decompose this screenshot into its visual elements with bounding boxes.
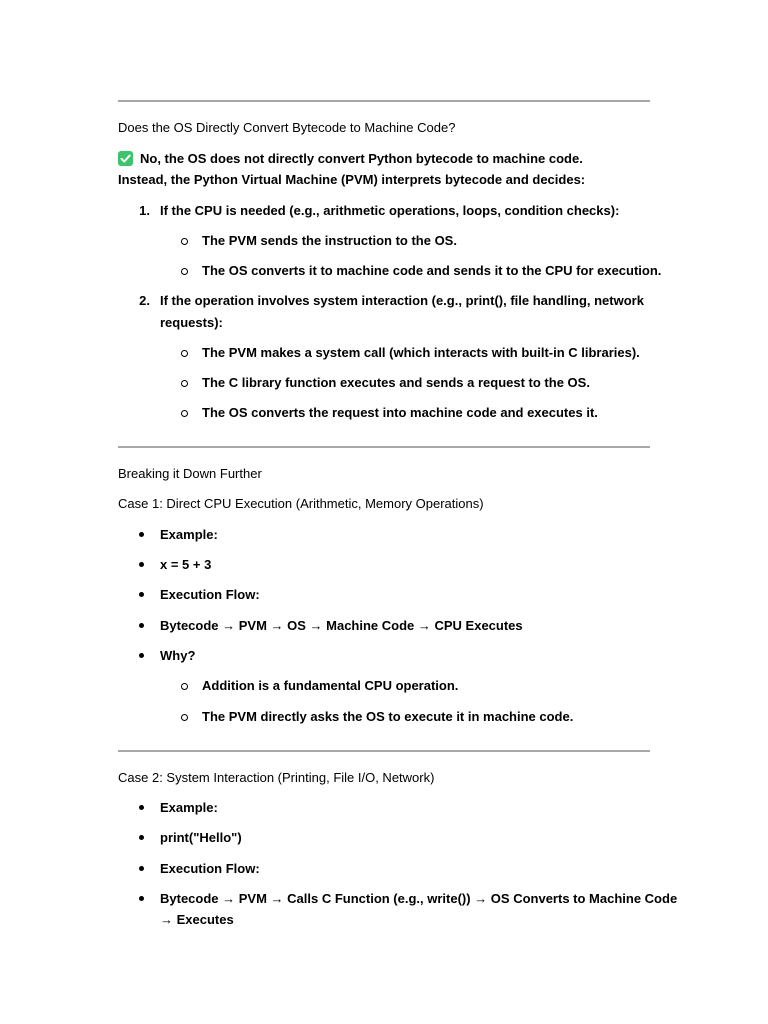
divider [118,750,650,752]
check-mark-icon [118,151,133,166]
bullet-icon [139,592,144,597]
hollow-bullet-icon [181,683,188,690]
bullet-item: Example: [160,800,218,815]
bullet-icon [139,805,144,810]
sub-list-item: The C library function executes and sends a request to the OS. [202,375,590,390]
bullet-icon [139,653,144,658]
case-title: Case 2: System Interaction (Printing, File I/O, Network) [118,770,435,785]
bullet-icon [139,866,144,871]
bullet-item: Why? [160,648,196,663]
sub-list-item: The PVM directly asks the OS to execute it in machine code. [202,709,574,724]
sub-list-item: The OS converts the request into machine code and executes it. [202,405,598,420]
hollow-bullet-icon [181,410,188,417]
bullet-item: Bytecode → PVM → Calls C Function (e.g., write()) → OS Converts to Machine Code [160,891,678,906]
sub-list-item: The PVM makes a system call (which interacts with built-in C libraries). [202,345,640,360]
list-item: If the operation involves system interaction (e.g., print(), file handling, network [160,293,644,308]
bullet-item: Execution Flow: [160,861,260,876]
list-item: If the CPU is needed (e.g., arithmetic operations, loops, condition checks): [160,203,620,218]
bullet-icon [139,562,144,567]
list-number: 2. [139,293,150,308]
list-item-continued: requests): [160,315,223,330]
divider [118,100,650,102]
bullet-icon [139,896,144,901]
hollow-bullet-icon [181,350,188,357]
sub-list-item: Addition is a fundamental CPU operation. [202,678,459,693]
bullet-item: x = 5 + 3 [160,557,212,572]
bullet-item: Execution Flow: [160,587,260,602]
sub-list-item: The OS converts it to machine code and sends it to the CPU for execution. [202,263,662,278]
sub-list-item: The PVM sends the instruction to the OS. [202,233,457,248]
list-number: 1. [139,203,150,218]
case-title: Case 1: Direct CPU Execution (Arithmetic, Memory Operations) [118,496,484,511]
bullet-item-continued: → Executes [160,912,234,927]
bullet-item: Bytecode → PVM → OS → Machine Code → CPU Executes [160,618,523,633]
hollow-bullet-icon [181,380,188,387]
section-heading: Does the OS Directly Convert Bytecode to Machine Code? [118,120,456,135]
answer-line: No, the OS does not directly convert Python bytecode to machine code. [140,151,583,166]
section-heading: Breaking it Down Further [118,466,262,481]
bullet-item: Example: [160,527,218,542]
hollow-bullet-icon [181,238,188,245]
bullet-icon [139,623,144,628]
intro-text: Instead, the Python Virtual Machine (PVM) interprets bytecode and decides: [118,172,586,187]
bullet-item: print("Hello") [160,830,242,845]
hollow-bullet-icon [181,714,188,721]
hollow-bullet-icon [181,268,188,275]
divider [118,446,650,448]
bullet-icon [139,835,144,840]
bullet-icon [139,532,144,537]
